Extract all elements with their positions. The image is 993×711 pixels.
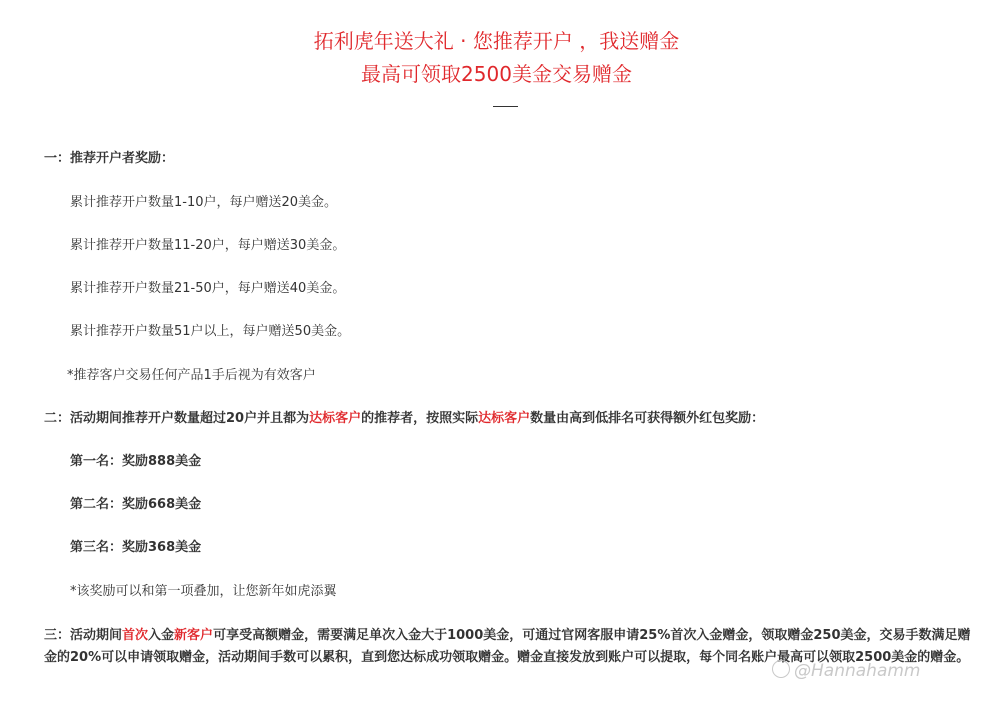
page-subtitle: 最高可领取2500美金交易赠金 xyxy=(361,62,632,86)
watermark xyxy=(772,660,920,681)
title-divider xyxy=(493,106,518,107)
highlight-new-client: 新客户 xyxy=(174,628,214,643)
page-title: 拓利虎年送大礼 · 您推荐开户 ，我送赠金 xyxy=(313,29,680,53)
section3-part3: 可享受高额赠金，需要满足单次入金大于1000美金，可通过官网客服申请25%首次入金赠金，领取赠金250美金，交易手数满足赠金的20%可以申请领取赠金，活动期间手数可以累积，直到您达标成功领取赠金。赠金直接发放到账户可以提取，每个同名账户最高可以领取2500美金的赠金。 xyxy=(44,628,971,665)
rank-second: 第二名：奖励668美金 xyxy=(70,497,202,512)
reward-tier-4: 累计推荐开户数量51户以上，每户赠送50美金。 xyxy=(70,324,351,339)
section2-heading-part3: 数量由高到低排名可获得额外红包奖励： xyxy=(530,411,765,426)
reward-tier-2: 累计推荐开户数量11-20户，每户赠送30美金。 xyxy=(70,238,346,253)
watermark-text: @Hannahamm xyxy=(794,661,921,681)
section2-note: *该奖励可以和第一项叠加，让您新年如虎添翼 xyxy=(70,584,337,599)
section2-heading-part1: 二：活动期间推荐开户数量超过20户并且都为 xyxy=(44,411,310,426)
reward-tier-3: 累计推荐开户数量21-50户，每户赠送40美金。 xyxy=(70,281,346,296)
section2-heading-part2: 的推荐者，按照实际 xyxy=(361,411,479,426)
section1-note: *推荐客户交易任何产品1手后视为有效客户 xyxy=(67,368,316,383)
section3-part2: 入金 xyxy=(148,628,175,643)
section1-heading: 一：推荐开户者奖励： xyxy=(44,151,175,166)
highlight-qualified-client-2: 达标客户 xyxy=(478,411,531,426)
reward-tier-1: 累计推荐开户数量1-10户，每户赠送20美金。 xyxy=(70,195,338,210)
section2-heading xyxy=(44,409,764,429)
section3-part1: 三：活动期间 xyxy=(44,628,123,643)
highlight-qualified-client-1: 达标客户 xyxy=(309,411,362,426)
watermark-logo-icon xyxy=(772,660,790,678)
highlight-first-deposit: 首次 xyxy=(122,628,149,643)
rank-third: 第三名：奖励368美金 xyxy=(70,540,202,555)
rank-first: 第一名：奖励888美金 xyxy=(70,454,202,469)
